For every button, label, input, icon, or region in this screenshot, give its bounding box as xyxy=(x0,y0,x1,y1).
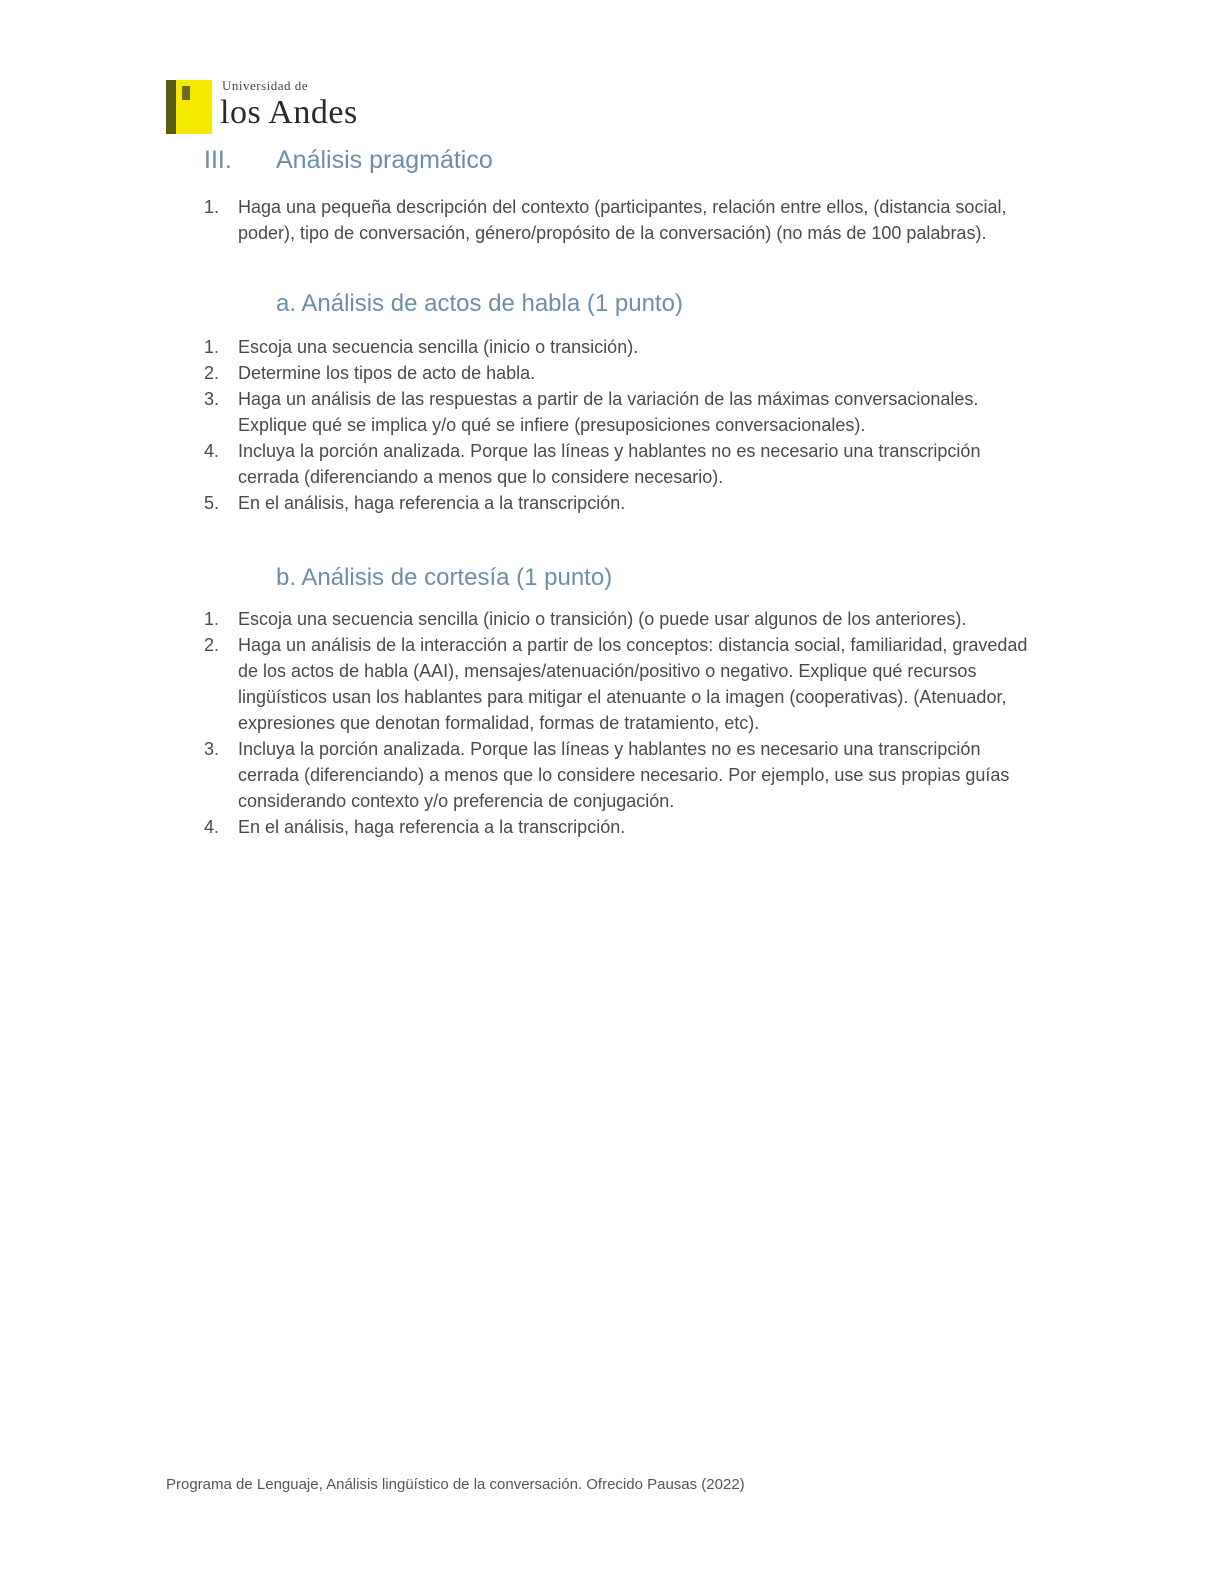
subheading-a: a. Análisis de actos de habla (1 punto) xyxy=(276,290,683,317)
section-number: III. xyxy=(204,146,232,174)
logo-mark-dark xyxy=(166,80,176,134)
list-item xyxy=(204,606,1044,632)
list-number: 2. xyxy=(204,363,220,383)
list-number: 1. xyxy=(204,197,220,217)
list-number: 1. xyxy=(204,609,220,629)
list-number: 3. xyxy=(204,389,220,409)
list-item xyxy=(204,814,1044,840)
list-text: Haga una pequeña descripción del contexto (participantes, relación entre ellos, (distancia social, poder), tipo de conversación, género/propósito de la conversación) (no más de 100 palabras). xyxy=(238,197,1007,243)
list-item xyxy=(204,632,1044,736)
list-item xyxy=(204,438,1044,490)
logo-line2: los Andes xyxy=(220,94,358,131)
list-item xyxy=(204,386,1044,438)
list-text: En el análisis, haga referencia a la transcripción. xyxy=(238,817,626,837)
subheading-b: b. Análisis de cortesía (1 punto) xyxy=(276,564,613,591)
logo-mark-yellow xyxy=(176,80,212,134)
list-item xyxy=(204,736,1044,814)
list-b xyxy=(204,606,1044,840)
list-number: 1. xyxy=(204,337,220,357)
list-text: Haga un análisis de las respuestas a partir de la variación de las máximas conversacionales. Explique qué se implica y/o qué se infiere (presuposiciones conversacionales). xyxy=(238,389,979,435)
list-text: Escoja una secuencia sencilla (inicio o transición). xyxy=(238,337,639,357)
list-number: 5. xyxy=(204,493,220,513)
list-item xyxy=(204,334,1044,360)
list-text: Determine los tipos de acto de habla. xyxy=(238,363,536,383)
section-heading xyxy=(204,146,493,175)
logo-line1: Universidad de xyxy=(222,78,309,93)
list-text: Escoja una secuencia sencilla (inicio o transición) (o puede usar algunos de los anteriores). xyxy=(238,609,967,629)
section-title: Análisis pragmático xyxy=(276,146,493,174)
list-a xyxy=(204,334,1044,516)
list-text: Incluya la porción analizada. Porque las líneas y hablantes no es necesario una transcripción cerrada (diferenciando a menos que lo considere necesario). xyxy=(238,441,981,487)
intro-list xyxy=(204,194,1044,246)
list-text: Incluya la porción analizada. Porque las líneas y hablantes no es necesario una transcripción cerrada (diferenciando) a menos que lo considere necesario. Por ejemplo, use sus propias guías considerando contexto y/o preferencia de conjugación. xyxy=(238,739,1010,811)
list-item xyxy=(204,360,1044,386)
list-number: 4. xyxy=(204,817,220,837)
list-text: Haga un análisis de la interacción a partir de los conceptos: distancia social, familiaridad, gravedad de los actos de habla (AAI), mensajes/atenuación/positivo o negativo. Explique qué recursos lingüísticos usan los hablantes para mitigar el atenuante o la imagen (cooperativas). (Atenuador, expresiones que denotan formalidad, formas de tratamiento, etc). xyxy=(238,635,1028,733)
list-item xyxy=(204,194,1044,246)
list-number: 3. xyxy=(204,739,220,759)
list-number: 2. xyxy=(204,635,220,655)
university-logo xyxy=(166,76,386,136)
list-text: En el análisis, haga referencia a la transcripción. xyxy=(238,493,626,513)
list-number: 4. xyxy=(204,441,220,461)
page-footer: Programa de Lenguaje, Análisis lingüístico de la conversación. Ofrecido Pausas (2022) xyxy=(166,1476,745,1493)
list-item xyxy=(204,490,1044,516)
